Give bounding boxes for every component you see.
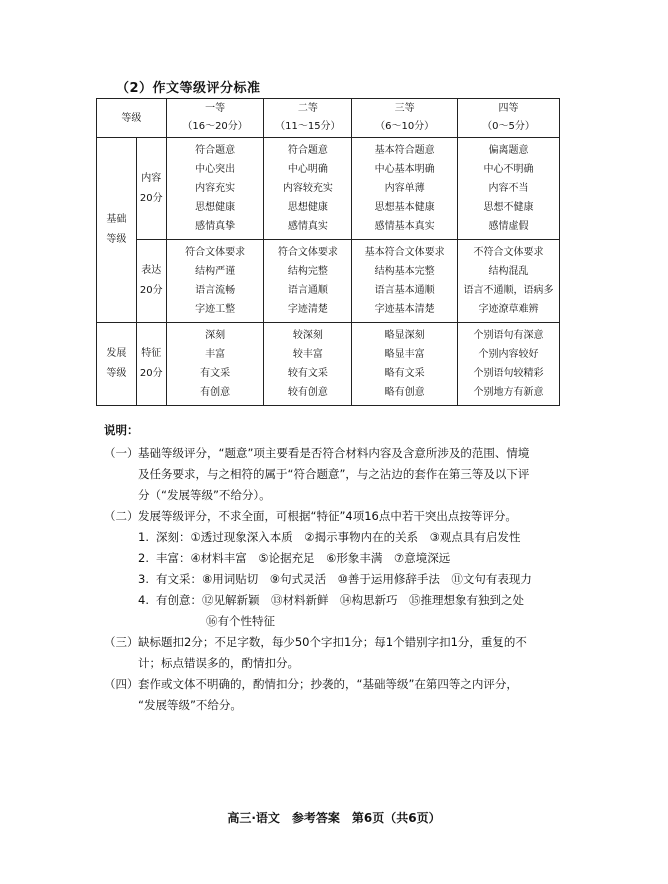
criterion: 不符合文体要求 (473, 247, 544, 258)
expression-points: 20分 (139, 285, 163, 296)
feature-detail-4 (104, 590, 584, 611)
note-line: 计；标点错误多的，酌情扣分。 (138, 656, 299, 670)
note-text (138, 506, 584, 527)
note-number: （三） (104, 635, 139, 649)
criterion: 语言基本通顺 (374, 285, 435, 296)
criterion: 个别语句有深意 (473, 330, 544, 341)
criterion: 偏离题意 (488, 145, 529, 156)
criterion: 感情虚假 (488, 221, 529, 232)
note-line: 基础等级评分，“题意”项主要看是否符合材料内容及含意所涉及的范围、情境 (138, 446, 530, 460)
criterion: 个别地方有新意 (473, 387, 544, 398)
table-header-row (97, 99, 560, 138)
criterion: 丰富 (205, 349, 226, 360)
note-line: 套作或文体不明确的，酌情扣分；抄袭的，“基础等级”在第四等之内评分， (138, 677, 518, 691)
criterion: 结构完整 (287, 266, 328, 277)
criterion: 略显深刻 (384, 330, 425, 341)
detail-number (138, 611, 156, 632)
level-name: 二等 (297, 103, 318, 114)
criterion: 内容不当 (488, 183, 529, 194)
content-label-text: 内容 (141, 172, 162, 184)
level-name: 三等 (394, 103, 415, 114)
detail-number: 2. (138, 551, 149, 565)
content-level-1-cell (166, 138, 264, 240)
content-row (97, 138, 560, 240)
criterion: 较有创意 (287, 387, 328, 398)
expression-label (136, 240, 166, 323)
note-item-3 (104, 632, 584, 674)
content-level-4-cell (458, 138, 560, 240)
note-line: 及任务要求，与之相符的属于“符合题意”，与之沾边的套作在第三等及以下评 (138, 467, 530, 481)
feature-detail-3 (104, 569, 584, 590)
development-label-line1: 发展 (106, 348, 127, 359)
level-2-header (264, 99, 352, 138)
criterion: 结构基本完整 (374, 266, 435, 277)
criterion: 感情基本真实 (374, 221, 435, 232)
criterion: 思想基本健康 (374, 202, 435, 213)
criterion: 中心明确 (287, 164, 328, 175)
page-footer: 高三·语文 参考答案 第6页（共6页） (227, 811, 441, 825)
note-item-1 (104, 443, 584, 506)
criterion: 符合文体要求 (185, 247, 246, 258)
criterion: 中心突出 (195, 164, 236, 175)
expression-level-1-cell (166, 240, 264, 323)
development-level-label (97, 323, 137, 406)
basic-level-label (97, 138, 137, 323)
notes-heading: 说明： (104, 423, 139, 437)
criterion: 略显丰富 (384, 349, 425, 360)
detail-text: 深刻：①透过现象深入本质 ②揭示事物内在的关系 ③观点具有启发性 (156, 530, 521, 544)
expression-row (97, 240, 560, 323)
criterion: 符合题意 (195, 145, 236, 156)
criterion: 思想不健康 (483, 202, 534, 213)
note-item-2 (104, 506, 584, 527)
criterion: 内容充实 (195, 183, 236, 194)
criterion: 符合题意 (287, 145, 328, 156)
expression-level-4-cell (458, 240, 560, 323)
criterion: 字迹基本清楚 (374, 304, 435, 315)
feature-label (136, 323, 166, 406)
criterion: 中心不明确 (483, 164, 534, 175)
criterion: 结构严谨 (195, 266, 236, 277)
section-title: （2）作文等级评分标准 (116, 81, 261, 96)
criterion: 结构混乱 (488, 266, 529, 277)
expression-level-2-cell (264, 240, 352, 323)
development-label-line2: 等级 (106, 368, 127, 379)
content-level-2-cell (264, 138, 352, 240)
note-text (138, 443, 584, 506)
criterion: 中心基本明确 (374, 164, 435, 175)
feature-level-2-cell (264, 323, 352, 406)
feature-points: 20分 (139, 368, 163, 379)
note-text (138, 674, 584, 716)
level-1-header (166, 99, 264, 138)
criterion: 语言通顺 (287, 285, 328, 296)
note-line: 缺标题扣2分；不足字数，每少50个字扣1分；每1个错别字扣1分，重复的不 (138, 635, 527, 649)
detail-text: ⑯有个性特征 (206, 614, 275, 628)
criterion: 基本符合题意 (374, 145, 435, 156)
note-item-4 (104, 674, 584, 716)
criterion: 深刻 (205, 330, 226, 341)
note-line: 发展等级评分，不求全面，可根据“特征”4项16点中若干突出点按等评分。 (138, 509, 517, 523)
criterion: 内容单薄 (384, 183, 425, 194)
level-name: 一等 (205, 103, 226, 114)
criterion: 略有文采 (384, 368, 425, 379)
note-line: “发展等级”不给分。 (138, 698, 242, 712)
expression-level-3-cell (352, 240, 458, 323)
criterion: 有文采 (200, 368, 231, 379)
criterion: 个别内容较好 (478, 349, 539, 360)
feature-level-3-cell (352, 323, 458, 406)
feature-level-1-cell (166, 323, 264, 406)
criterion: 符合文体要求 (277, 247, 338, 258)
criterion: 感情真实 (287, 221, 328, 232)
note-line: 分（“发展等级”不给分）。 (138, 488, 271, 502)
note-text (138, 632, 584, 674)
criterion: 语言不通顺，语病多 (463, 285, 554, 296)
criterion: 略有创意 (384, 387, 425, 398)
criterion: 思想健康 (195, 202, 236, 213)
feature-detail-2 (104, 548, 584, 569)
level-range: （0～5分） (482, 121, 535, 132)
level-range: （11～15分） (275, 121, 341, 132)
criterion: 较有文采 (287, 368, 328, 379)
detail-number: 3. (138, 572, 149, 586)
criterion: 字迹清楚 (287, 304, 328, 315)
detail-number: 4. (138, 593, 149, 607)
detail-text: 有创意：⑫见解新颖 ⑬材料新鲜 ⑭构思新巧 ⑮推理想象有独到之处 (156, 593, 524, 607)
level-range: （6～10分） (375, 121, 435, 132)
expression-label-text: 表达 (141, 265, 162, 276)
development-row (97, 323, 560, 406)
level-3-header (352, 99, 458, 138)
detail-number: 1. (138, 530, 149, 544)
detail-text: 有文采：⑧用词贴切 ⑨句式灵活 ⑩善于运用修辞手法 ⑪文句有表现力 (156, 572, 532, 586)
feature-level-4-cell (458, 323, 560, 406)
content-points: 20分 (139, 192, 163, 204)
feature-detail-1 (104, 527, 584, 548)
note-number: （二） (104, 509, 139, 523)
level-4-header (458, 99, 560, 138)
criterion: 思想健康 (287, 202, 328, 213)
level-name: 四等 (498, 103, 519, 114)
criterion: 字迹工整 (195, 304, 236, 315)
basic-label-line1: 基础 (106, 214, 127, 225)
level-range: （16～20分） (182, 121, 248, 132)
detail-text: 丰富：④材料丰富 ⑤论据充足 ⑥形象丰满 ⑦意境深远 (156, 551, 451, 565)
criterion: 内容较充实 (282, 183, 333, 194)
basic-label-line2: 等级 (106, 234, 127, 245)
criterion: 有创意 (200, 387, 231, 398)
notes-section (104, 420, 584, 716)
content-level-3-cell (352, 138, 458, 240)
criterion: 个别语句较精彩 (473, 368, 544, 379)
criterion: 字迹潦草难辨 (478, 304, 539, 315)
criterion: 语言流畅 (195, 285, 236, 296)
criterion: 较丰富 (292, 349, 323, 360)
grading-table (96, 98, 560, 406)
feature-detail-4-cont (104, 611, 584, 632)
criterion: 较深刻 (292, 330, 323, 341)
content-label (136, 138, 166, 240)
criterion: 基本符合文体要求 (364, 247, 445, 258)
note-number: （一） (104, 446, 139, 460)
feature-label-text: 特征 (141, 348, 162, 359)
table-corner-label: 等级 (97, 99, 167, 138)
criterion: 感情真挚 (195, 221, 236, 232)
note-number: （四） (104, 677, 139, 691)
